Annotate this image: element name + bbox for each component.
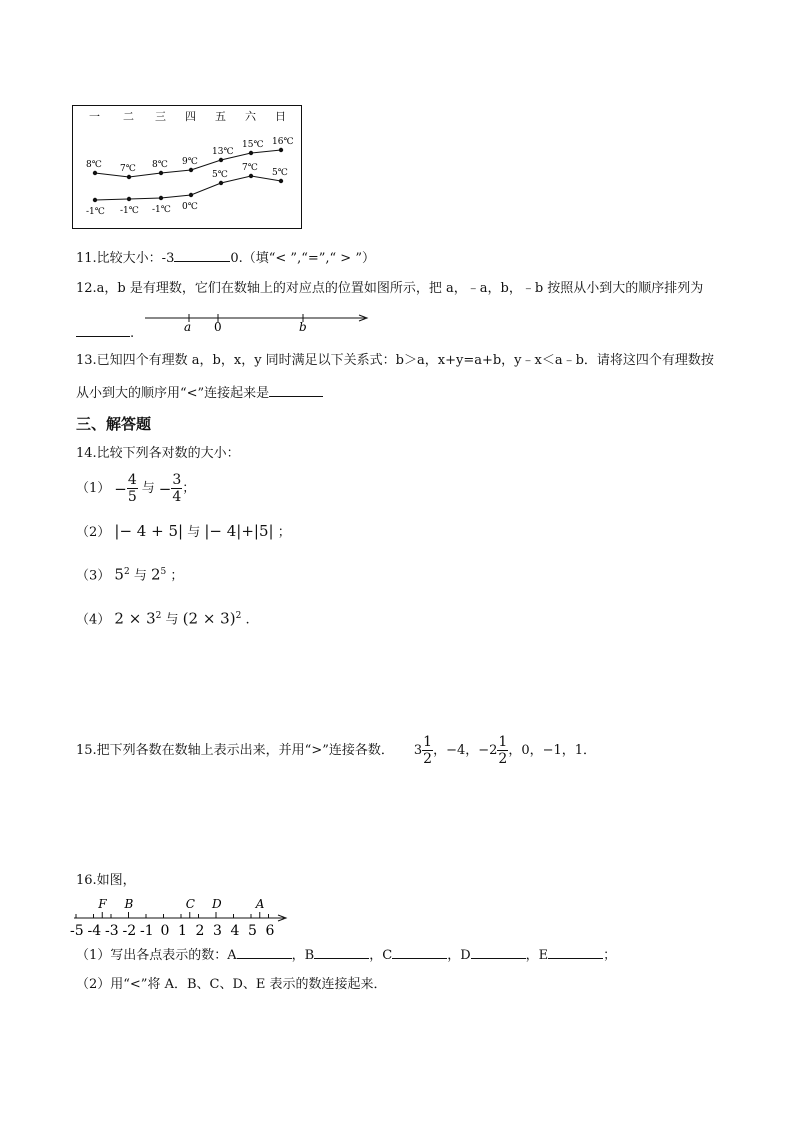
q16-blank-b[interactable] bbox=[314, 946, 369, 959]
q14-p4-exp2: 2 bbox=[235, 611, 242, 621]
q12-answer-line bbox=[76, 324, 134, 342]
q14-p1-fraction1: $\frac{4}{5}$ bbox=[127, 472, 137, 505]
q12-answer-blank[interactable] bbox=[76, 324, 130, 337]
q14-part2 bbox=[76, 523, 291, 541]
q14-p2-end: ； bbox=[277, 525, 291, 540]
q14-p4-end: . bbox=[245, 612, 250, 628]
q14-p4-expr2: (2 × 3) bbox=[182, 609, 236, 628]
low-temp-point bbox=[189, 193, 193, 197]
high-temp-point bbox=[249, 151, 253, 155]
day-label: 二 bbox=[123, 110, 134, 123]
q16-p1-label: （1）写出各点表示的数：A bbox=[76, 948, 237, 963]
q13-line2: 从小到大的顺序用“<”连接起来是 bbox=[76, 386, 270, 401]
q14-part1: （1） − $\frac{4}{5}$ 与 − $\frac{3}{4}$ ； bbox=[76, 472, 196, 505]
q14-p3-base2: 2 bbox=[151, 565, 161, 584]
q16-blank-d[interactable] bbox=[471, 946, 526, 959]
temperature-chart bbox=[72, 105, 302, 229]
q16-part1 bbox=[76, 946, 616, 964]
high-temp-label: 13℃ bbox=[212, 147, 234, 157]
q14-p4-exp1: 2 bbox=[155, 611, 162, 621]
q13-answer-blank[interactable] bbox=[269, 384, 323, 397]
q14-p3-base1: 5 bbox=[114, 565, 124, 584]
high-temp-point bbox=[127, 175, 131, 179]
q14-p2-mid: 与 bbox=[187, 525, 201, 540]
q16-blank-e[interactable] bbox=[548, 946, 603, 959]
day-label: 六 bbox=[245, 110, 256, 123]
q14-p1-mid: 与 bbox=[141, 480, 155, 496]
high-temp-point bbox=[159, 171, 163, 175]
q14-p4-mid: 与 bbox=[165, 612, 179, 628]
question-14-title: 14.比较下列各对数的大小： bbox=[76, 446, 240, 461]
point-label: F bbox=[98, 897, 107, 911]
high-temp-label: 16℃ bbox=[272, 137, 294, 147]
question-16-title: 16.如图， bbox=[76, 873, 136, 888]
question-13-line1 bbox=[76, 353, 714, 369]
low-temp-label: 5℃ bbox=[212, 170, 228, 180]
high-temp-label: 8℃ bbox=[86, 160, 102, 170]
day-label: 四 bbox=[185, 110, 196, 123]
q15-sep1: ，−4， bbox=[433, 742, 479, 758]
q15-prefix: 15.把下列各数在数轴上表示出来，并用“>”连接各数． bbox=[76, 742, 394, 758]
q15-n2-whole: −2 bbox=[478, 742, 498, 758]
axis-tick-label: -4 bbox=[87, 923, 102, 938]
low-temp-point bbox=[159, 196, 163, 200]
day-label: 五 bbox=[215, 110, 226, 123]
axis-tick-label: -1 bbox=[140, 923, 154, 938]
low-temp-point bbox=[279, 179, 283, 183]
q14-p3-exp1: 2 bbox=[123, 567, 130, 577]
q14-p3-end: ； bbox=[170, 568, 184, 584]
question-11 bbox=[76, 249, 375, 267]
q12-end: . bbox=[130, 326, 135, 341]
low-temp-label: 0℃ bbox=[182, 202, 198, 212]
day-label: 一 bbox=[89, 110, 100, 123]
q15-n2-fraction: $\frac{1}{2}$ bbox=[498, 734, 508, 767]
low-temp-label: -1℃ bbox=[152, 205, 171, 215]
section-heading: 三、解答题 bbox=[76, 415, 152, 433]
point-label: B bbox=[124, 897, 134, 911]
point-label: A bbox=[255, 897, 265, 911]
low-temp-label: 7℃ bbox=[242, 163, 258, 173]
q14-p1-label: （1） bbox=[76, 480, 111, 496]
axis-tick-label: 5 bbox=[248, 923, 257, 938]
axis-tick-label: -5 bbox=[70, 923, 84, 938]
q11-prefix: 11.比较大小：-3 bbox=[76, 251, 175, 266]
q15-n1-whole: 3 bbox=[413, 742, 423, 758]
axis-tick-label: 3 bbox=[213, 923, 222, 938]
q14-p4-label: （4） bbox=[76, 612, 111, 628]
q13-line1: 13.已知四个有理数 a，b，x，y 同时满足以下关系式：b＞a，x+y=a+b，y﹣x＜a﹣b．请将这四个有理数按 bbox=[76, 353, 714, 368]
low-temp-label: -1℃ bbox=[120, 206, 139, 216]
low-temp-label: 5℃ bbox=[272, 168, 288, 178]
day-label: 三 bbox=[155, 110, 166, 123]
q16-p1-b: ，B bbox=[291, 948, 315, 963]
low-temp-point bbox=[127, 197, 131, 201]
q14-p2-expr2: |− 4|+|5| bbox=[204, 522, 274, 540]
q14-p2-expr1: |− 4 + 5| bbox=[114, 522, 184, 540]
q14-p1-end: ； bbox=[182, 480, 196, 496]
q16-p1-e: ，E bbox=[525, 948, 549, 963]
axis-tick-label: 1 bbox=[178, 923, 187, 938]
low-temp-point bbox=[93, 198, 97, 202]
q12-label-a: a bbox=[184, 320, 192, 334]
question-13-line2 bbox=[76, 384, 323, 402]
high-temp-label: 8℃ bbox=[152, 160, 168, 170]
q14-p3-exp2: 5 bbox=[160, 567, 167, 577]
q16-p1-d: ，D bbox=[447, 948, 471, 963]
high-temp-point bbox=[93, 171, 97, 175]
high-temp-point bbox=[279, 148, 283, 152]
q14-p3-mid: 与 bbox=[133, 568, 147, 584]
high-temp-point bbox=[189, 168, 193, 172]
q14-p4-expr1: 2 × 3 bbox=[114, 609, 156, 628]
axis-tick-label: 6 bbox=[265, 923, 275, 938]
q16-blank-c[interactable] bbox=[392, 946, 447, 959]
q12-text: 12.a，b 是有理数，它们在数轴上的对应点的位置如图所示，把 a，﹣a，b，﹣b 按照从小到大的顺序排列为 bbox=[76, 281, 704, 296]
q14-p2-label: （2） bbox=[76, 525, 111, 540]
temperature-chart-svg bbox=[73, 106, 301, 228]
day-label: 日 bbox=[275, 110, 286, 123]
q12-label-zero: 0 bbox=[214, 320, 222, 334]
q12-label-b: b bbox=[299, 320, 307, 334]
high-temp-point bbox=[219, 158, 223, 162]
q15-rest: ，0，−1，1． bbox=[508, 742, 597, 758]
q16-part2: （2）用“<”将 A．B、C、D、E 表示的数连接起来． bbox=[76, 977, 387, 992]
low-temp-label: -1℃ bbox=[86, 207, 105, 217]
question-12 bbox=[76, 281, 703, 297]
high-temp-label: 9℃ bbox=[182, 157, 198, 167]
q14-part4 bbox=[76, 608, 250, 628]
q16-p1-end: ； bbox=[603, 948, 617, 963]
question-15 bbox=[76, 734, 596, 767]
axis-tick-label: -2 bbox=[122, 923, 137, 938]
q16-number-line bbox=[70, 894, 300, 938]
q15-n1-fraction: $\frac{1}{2}$ bbox=[423, 734, 433, 767]
point-label: D bbox=[212, 897, 222, 911]
low-temp-point bbox=[249, 174, 253, 178]
axis-tick-label: 2 bbox=[195, 923, 205, 938]
q14-p3-label: （3） bbox=[76, 568, 111, 584]
q16-p1-c: ，C bbox=[369, 948, 393, 963]
axis-tick-label: 4 bbox=[230, 923, 240, 938]
low-temp-point bbox=[219, 181, 223, 185]
high-temp-label: 15℃ bbox=[242, 140, 264, 150]
q12-number-line bbox=[140, 310, 380, 334]
point-label: C bbox=[185, 897, 195, 911]
q11-suffix: 0.（填“< ”,“=”,“ > ”） bbox=[230, 251, 375, 266]
axis-tick-label: 0 bbox=[160, 923, 170, 938]
q11-answer-blank[interactable] bbox=[174, 249, 230, 262]
q14-p1-fraction2: $\frac{3}{4}$ bbox=[172, 472, 182, 505]
axis-tick-label: -3 bbox=[105, 923, 119, 938]
q16-blank-a[interactable] bbox=[237, 946, 292, 959]
high-temp-label: 7℃ bbox=[120, 164, 136, 174]
q14-part3 bbox=[76, 564, 183, 584]
